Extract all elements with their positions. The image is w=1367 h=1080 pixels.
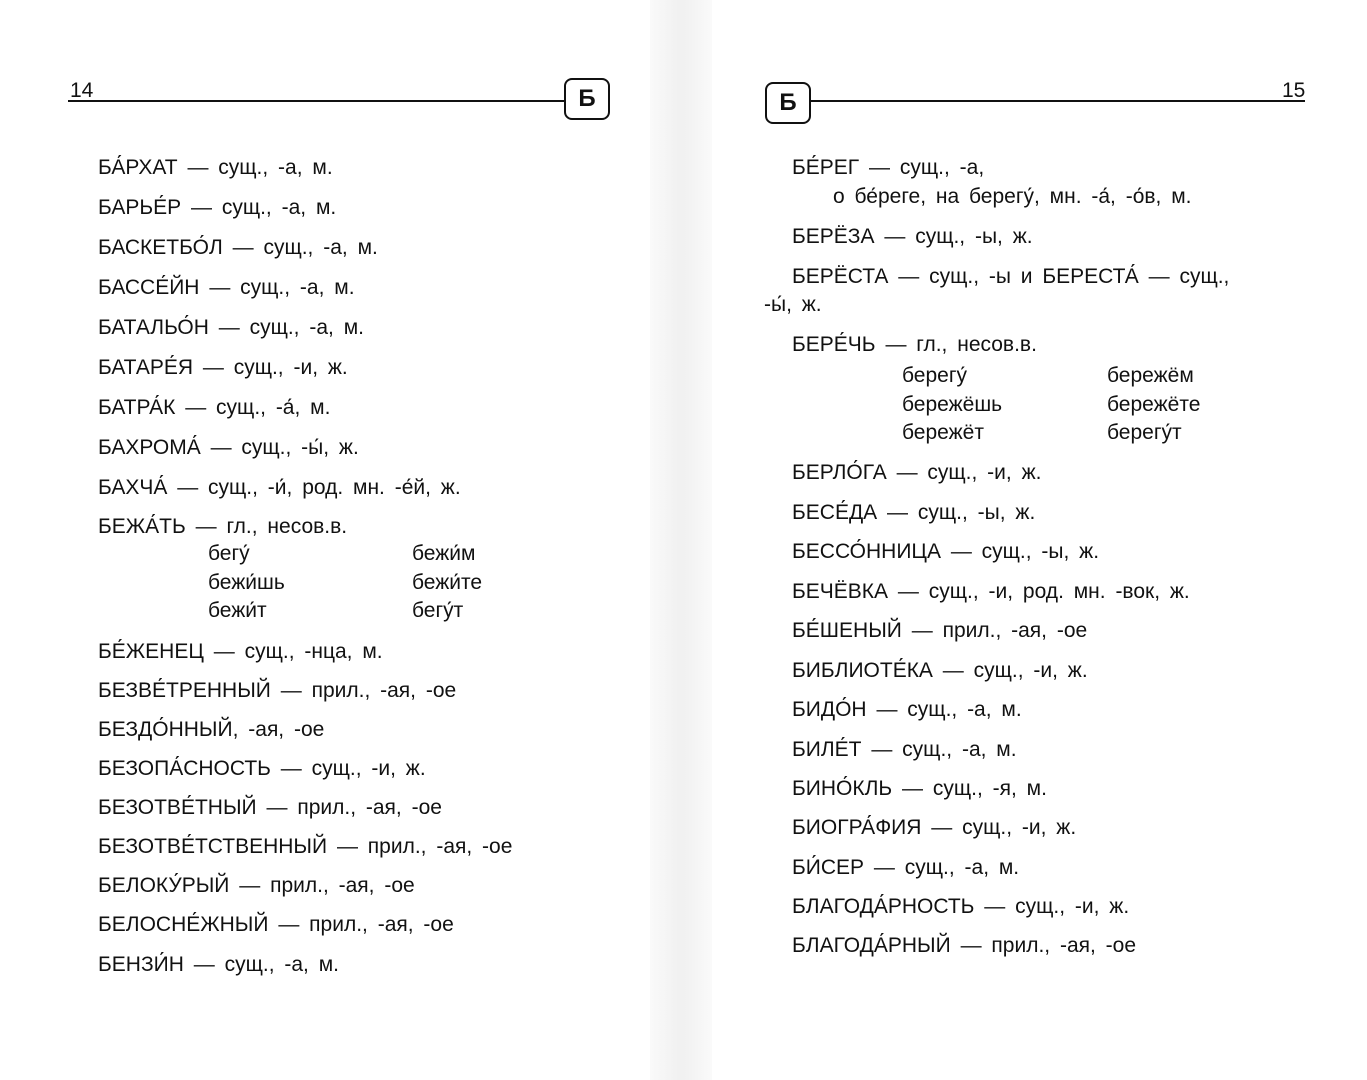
headword: БАХРОМА́ xyxy=(98,436,201,459)
definition: — сущ., -а, м. xyxy=(232,236,378,259)
conjugation-form: бегу́ xyxy=(208,542,250,565)
definition: — сущ., -а, м. xyxy=(873,856,1020,879)
conjugation-column xyxy=(208,540,285,626)
headword: БЕЗОТВЕ́ТНЫЙ xyxy=(98,796,257,819)
headword: БЕЗВЕ́ТРЕННЫЙ xyxy=(98,679,271,702)
conjugation-form: бережёшь xyxy=(902,392,1003,416)
definition: — прил., -ая, -ое xyxy=(960,934,1137,957)
definition: — прил., -ая, -ое xyxy=(911,619,1088,642)
definition: — прил., -ая, -ое xyxy=(266,796,442,819)
dictionary-entry xyxy=(98,194,336,222)
dictionary-entry xyxy=(98,951,339,979)
definition: — сущ., -и, ж. xyxy=(280,757,426,780)
dictionary-entry xyxy=(792,657,1088,685)
definition: — сущ., -а, м. xyxy=(871,738,1017,761)
dictionary-entry xyxy=(98,314,364,342)
definition: — сущ., -и, ж. xyxy=(202,356,348,379)
header-rule xyxy=(68,100,566,102)
headword: БЕЗОТВЕ́ТСТВЕННЫЙ xyxy=(98,835,328,858)
headword: БА́РХАТ xyxy=(98,156,178,179)
dictionary-entry xyxy=(98,434,359,462)
definition: — сущ., -и, ж. xyxy=(931,816,1077,839)
conjugation-form: бегу́т xyxy=(412,599,464,622)
headword: БАХЧА́ xyxy=(98,476,168,499)
headword: БЕ́ШЕНЫЙ xyxy=(792,619,902,642)
headword: БАТРА́К xyxy=(98,396,176,419)
conjugation-form: бежи́те xyxy=(412,570,483,594)
conjugation-form: бежи́шь xyxy=(208,570,285,594)
entry-continuation: о бе́реге, на берегу́, мн. -а́, -о́в, м. xyxy=(833,185,1192,208)
book-gutter xyxy=(650,0,712,1080)
definition: — сущ., -и, род. мн. -вок, ж. xyxy=(897,580,1190,603)
definition: — сущ., -а, м. xyxy=(190,196,337,219)
dictionary-entry xyxy=(98,794,442,822)
headword: БЕНЗИ́Н xyxy=(98,953,184,976)
conjugation-form: бережёте xyxy=(1107,392,1201,416)
conjugation-column xyxy=(412,540,482,626)
definition: — сущ., -нца, м. xyxy=(213,640,383,663)
dictionary-entry xyxy=(792,932,1136,960)
headword: БИ́СЕР xyxy=(792,856,865,879)
headword: БЕЖА́ТЬ xyxy=(98,515,186,538)
headword: БЕРЁСТА xyxy=(792,265,889,288)
dictionary-entry xyxy=(98,394,330,422)
dictionary-entry xyxy=(98,833,512,861)
dictionary-entry xyxy=(98,354,348,382)
headword: БЕССО́ННИЦА xyxy=(792,540,941,563)
dictionary-entry xyxy=(792,331,1037,359)
conjugation-form: берегу́ xyxy=(902,364,967,387)
dictionary-entry xyxy=(98,474,461,502)
section-letter-box: Б xyxy=(765,82,811,124)
dictionary-entry xyxy=(792,223,1033,251)
page-number: 15 xyxy=(1282,79,1306,102)
definition: — сущ., -ы, ж. xyxy=(950,540,1100,563)
definition: — прил., -ая, -ое xyxy=(336,835,513,858)
dictionary-entry xyxy=(792,854,1019,882)
dictionary-entry xyxy=(98,677,456,705)
definition: — сущ., -а, м. xyxy=(187,156,333,179)
headword: БИБЛИОТЕ́КА xyxy=(792,659,933,682)
conjugation-column xyxy=(902,362,1002,448)
headword: БЕРЛО́ГА xyxy=(792,461,887,484)
conjugation-form: бережём xyxy=(1107,364,1194,387)
definition: — сущ., -и́, род. мн. -е́й, ж. xyxy=(177,476,461,499)
header-rule xyxy=(810,100,1305,102)
headword: БЕ́РЕГ xyxy=(792,156,860,179)
headword: БИНО́КЛЬ xyxy=(792,777,893,800)
headword: БАСКЕТБО́Л xyxy=(98,236,223,259)
headword: БЕ́ЖЕНЕЦ xyxy=(98,640,204,663)
headword: БЕЧЁВКА xyxy=(792,580,889,603)
headword: БАССЕ́ЙН xyxy=(98,276,200,299)
definition: — сущ., -а, xyxy=(869,156,985,179)
dictionary-entry xyxy=(792,499,1035,527)
entry-continuation: -ы́, ж. xyxy=(764,293,822,316)
definition: — сущ., -ы, ж. xyxy=(887,501,1036,524)
headword: БЛАГОДА́РНЫЙ xyxy=(792,934,951,957)
dictionary-entry xyxy=(98,638,383,666)
definition: — сущ., -а, м. xyxy=(193,953,339,976)
dictionary-entry xyxy=(98,234,378,262)
headword: БЕРЕ́ЧЬ xyxy=(792,333,876,356)
definition: — сущ., -ы, ж. xyxy=(884,225,1033,248)
definition: — сущ., -и, ж. xyxy=(984,895,1130,918)
definition: — прил., -ая, -ое xyxy=(278,913,454,936)
dictionary-entry xyxy=(792,814,1076,842)
dictionary-entry xyxy=(792,696,1022,724)
conjugation-form: бежи́т xyxy=(208,599,267,622)
dictionary-entry xyxy=(792,736,1017,764)
definition: — сущ., -ы и БЕРЕСТА́ — сущ., xyxy=(898,265,1230,288)
definition: — сущ., -а, м. xyxy=(218,316,364,339)
dictionary-entry xyxy=(792,154,984,182)
dictionary-entry xyxy=(98,274,355,302)
headword: БЕЗОПА́СНОСТЬ xyxy=(98,757,271,780)
headword: БАТАРЕ́Я xyxy=(98,356,194,379)
headword: БЕЛОСНЕ́ЖНЫЙ xyxy=(98,913,269,936)
definition: — сущ., -и, ж. xyxy=(896,461,1042,484)
dictionary-entry xyxy=(792,775,1047,803)
headword: БЕЛОКУ́РЫЙ xyxy=(98,874,230,897)
dictionary-entry xyxy=(98,154,333,182)
definition: — сущ., -а, м. xyxy=(876,698,1022,721)
headword: БЕСЕ́ДА xyxy=(792,501,878,524)
definition: — гл., несов.в. xyxy=(885,333,1037,356)
headword: БЕРЁЗА xyxy=(792,225,875,248)
headword: БАРЬЕ́Р xyxy=(98,196,182,219)
definition: — прил., -ая, -ое xyxy=(280,679,457,702)
section-letter-box: Б xyxy=(564,78,610,120)
definition: — сущ., -я, м. xyxy=(902,777,1047,800)
dictionary-entry xyxy=(98,872,415,900)
dictionary-entry xyxy=(792,893,1129,921)
left-page xyxy=(0,0,650,1080)
definition: — сущ., -и, ж. xyxy=(942,659,1088,682)
dictionary-entry xyxy=(98,716,324,744)
conjugation-form: бережёт xyxy=(902,421,984,444)
headword: БИЛЕ́Т xyxy=(792,738,862,761)
headword: БЛАГОДА́РНОСТЬ xyxy=(792,895,975,918)
dictionary-entry xyxy=(792,459,1041,487)
headword: БИОГРА́ФИЯ xyxy=(792,816,922,839)
dictionary-entry xyxy=(98,911,454,939)
dictionary-entry xyxy=(98,513,347,541)
definition: — гл., несов.в. xyxy=(195,515,348,538)
definition: — сущ., -а, м. xyxy=(209,276,355,299)
definition: -ая, -ое xyxy=(248,718,325,741)
conjugation-form: берегу́т xyxy=(1107,421,1182,444)
headword: БЕЗДО́ННЫЙ, xyxy=(98,718,239,741)
conjugation-column xyxy=(1107,362,1200,448)
dictionary-entry xyxy=(792,263,1229,291)
page-number: 14 xyxy=(70,79,94,102)
headword: БИДО́Н xyxy=(792,698,867,721)
dictionary-entry xyxy=(792,578,1190,606)
headword: БАТАЛЬО́Н xyxy=(98,316,209,339)
right-page xyxy=(712,0,1367,1080)
conjugation-form: бежи́м xyxy=(412,542,476,565)
dictionary-entry xyxy=(98,755,426,783)
definition: — прил., -ая, -ое xyxy=(239,874,415,897)
definition: — сущ., -а́, м. xyxy=(185,396,331,419)
dictionary-entry xyxy=(792,617,1087,645)
definition: — сущ., -ы́, ж. xyxy=(210,436,359,459)
dictionary-entry xyxy=(792,538,1099,566)
